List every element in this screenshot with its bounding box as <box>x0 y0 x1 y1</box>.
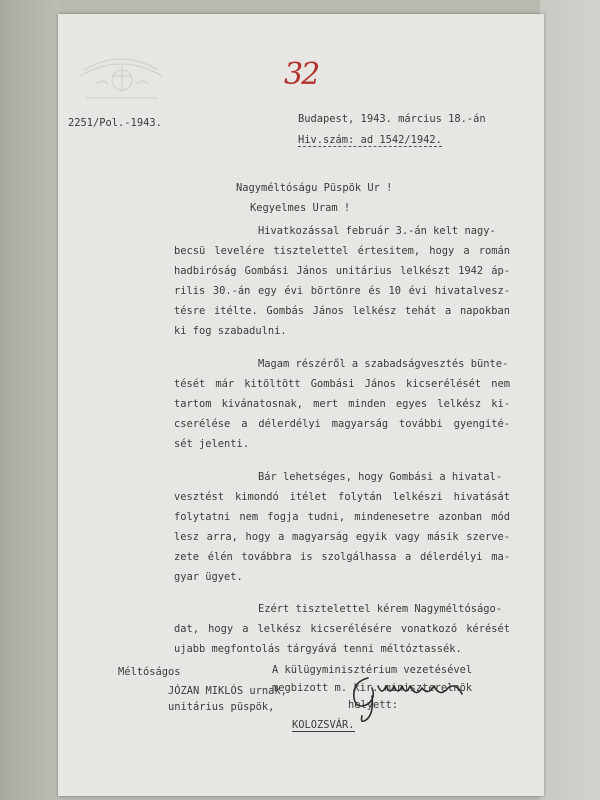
body-line: vesztést kimondó itélet folytán lelkészi hivatását <box>174 491 510 503</box>
body-line: ujabb megfontolás tárgyává tenni méltóztassék. <box>174 643 462 655</box>
body-line: cserélése a délerdélyi magyarság további gyengité- <box>174 418 510 430</box>
addressee-name: JÓZAN MIKLÓS urnak, <box>168 685 287 697</box>
place-date: Budapest, 1943. március 18.-án <box>298 113 486 125</box>
signature-line: megbizott m. kir. miniszterelnök <box>272 682 473 694</box>
body-line: lesz arra, hogy a magyarság egyik vagy másik szerve- <box>174 531 510 543</box>
body-line: folytatni nem fogja tudni, mindenesetre azonban mód <box>174 511 510 523</box>
body-line: Magam részéről a szabadságvesztés bünte- <box>258 358 509 370</box>
body-line: sét jelenti. <box>174 438 250 450</box>
body-line: tésre itélte. Gombás János lelkész tehát a napokban <box>174 305 510 317</box>
body-line: dat, hogy a lelkész kicserélésére vonatkozó kérését <box>174 623 510 635</box>
body-line: Bár lehetséges, hogy Gombási a hivatal- <box>258 471 502 483</box>
salutation-line-2: Kegyelmes Uram ! <box>250 202 351 214</box>
hiv-szam: Hiv.szám: ad 1542/1942. <box>298 134 442 146</box>
body-line: tartom kivánatosnak, mert minden egyes lelkész ki- <box>174 398 510 410</box>
signature-line: A külügyminisztérium vezetésével <box>272 664 473 676</box>
embossed-seal-icon <box>66 40 176 110</box>
signature-line: helyett: <box>348 699 399 711</box>
desk-backdrop-right <box>540 0 600 800</box>
body-line: tését már kitöltött Gombási János kicserélését nem <box>174 378 510 390</box>
desk-backdrop-left <box>0 0 60 800</box>
body-line: becsü levelére tisztelettel értesitem, hogy a román <box>174 245 510 257</box>
body-line: Ezért tisztelettel kérem Nagyméltóságo- <box>258 603 502 615</box>
body-line: zete élén továbbra is szolgálhassa a délerdélyi ma- <box>174 551 510 563</box>
handwritten-signature-icon <box>338 664 478 724</box>
letter-page <box>58 14 544 796</box>
addressee-title: Méltóságos <box>118 666 181 678</box>
body-line: ki fog szabadulni. <box>174 325 287 337</box>
reference-number: 2251/Pol.-1943. <box>68 117 162 129</box>
addressee-role: unitárius püspök, <box>168 701 275 713</box>
body-line: rilis 30.-án egy évi börtönre és 10 évi hivatalvesz- <box>174 285 510 297</box>
page-number-handwritten: 32 <box>284 57 319 92</box>
body-line: gyar ügyet. <box>174 571 243 583</box>
body-line: hadbiróság Gombási János unitárius lelkészt 1942 áp- <box>174 265 510 277</box>
salutation-line-1: Nagyméltóságu Püspök Ur ! <box>236 182 393 194</box>
body-line: Hivatkozással február 3.-án kelt nagy- <box>258 225 496 237</box>
addressee-city: KOLOZSVÁR. <box>292 719 355 731</box>
